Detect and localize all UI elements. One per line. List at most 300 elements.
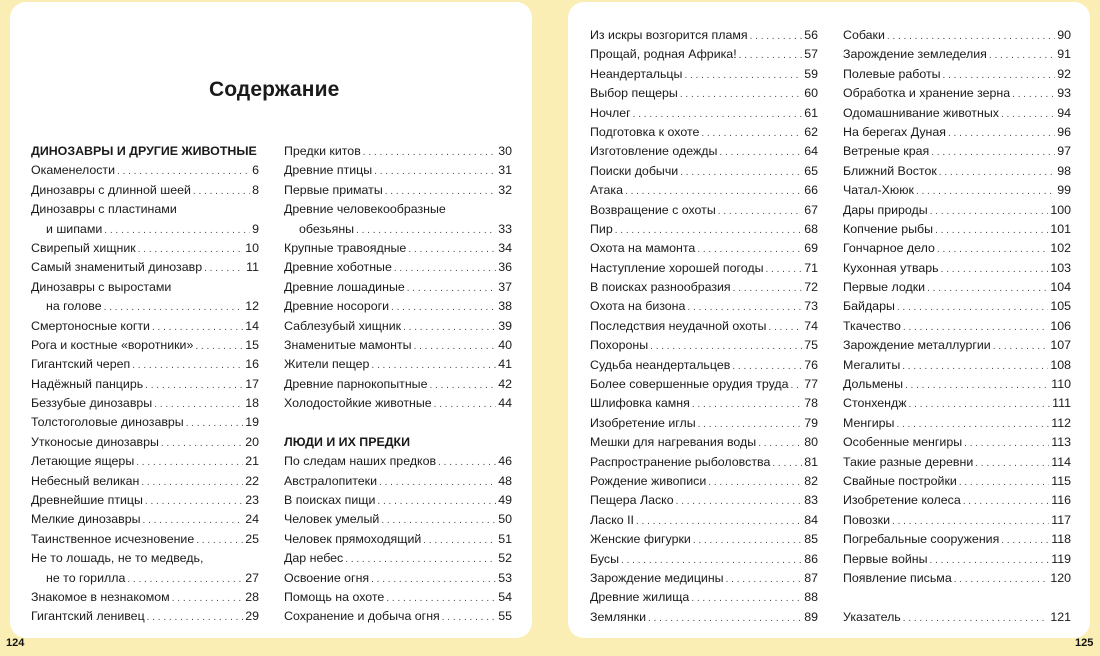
toc-entry [590,45,818,64]
toc-entry-page: 11 [246,260,259,275]
dot-leader [903,318,1048,337]
toc-entry [843,104,1071,123]
toc-entry-page: 22 [245,473,259,488]
toc-entry-page: 85 [804,532,818,547]
dot-leader [896,415,1049,434]
dot-leader [379,473,496,492]
toc-entry-title: Гончарное дело [843,241,935,256]
toc-entry-page: 118 [1051,532,1071,547]
dot-leader [930,202,1049,221]
dot-leader [916,182,1055,201]
dot-leader [697,240,802,259]
toc-entry [590,104,818,123]
toc-entry [590,297,818,316]
toc-entry-page: 51 [498,531,512,546]
toc-entry-title: Человек прямоходящий [284,531,422,546]
dot-leader [186,414,243,433]
toc-entry [590,569,818,588]
dot-leader [434,395,497,414]
toc-entry [590,530,818,549]
toc-entry-page: 66 [804,183,818,198]
dot-leader [993,337,1049,356]
toc-column-4 [843,26,1071,627]
toc-entry-title: Дольмены [843,377,903,392]
toc-entry [31,200,259,219]
dot-leader [892,512,1049,531]
dot-leader [204,259,244,278]
toc-entry-title: Зарождение земледелия [843,47,987,62]
toc-entry-page: 31 [498,163,512,178]
toc-entry-page: 44 [498,396,512,411]
dot-leader [625,182,802,201]
toc-entry-title: Саблезубый хищник [284,318,402,333]
toc-column-2 [284,142,512,627]
dot-leader [408,240,496,259]
toc-entry [284,375,512,394]
toc-entry-page: 102 [1050,241,1071,256]
toc-entry-title: Погребальные сооружения [843,532,1000,547]
toc-entry [31,297,259,316]
toc-entry [843,239,1071,258]
toc-entry-title: Изобретение колеса [843,493,961,508]
toc-entry-title: Выбор пещеры [590,86,678,101]
toc-entry-title: Беззубые динозавры [31,396,153,411]
toc-entry-title: Холодостойкие животные [284,396,432,411]
toc-entry-title: Знакомое в незнакомом [31,589,170,604]
toc-entry [843,550,1071,569]
toc-entry [843,317,1071,336]
dot-leader [698,415,803,434]
toc-entry [843,278,1071,297]
toc-entry [590,26,818,45]
section-heading-label: ДИНОЗАВРЫ И ДРУГИЕ ЖИВОТНЫЕ [31,144,257,158]
dot-leader [676,492,803,511]
toc-entry [284,510,512,529]
dot-leader [708,473,802,492]
toc-entry-page: 60 [804,86,818,101]
dot-leader [345,550,496,569]
dot-leader [772,454,802,473]
toc-entry [843,608,1071,627]
toc-entry-title: Шлифовка камня [590,396,690,411]
toc-entry-page: 101 [1050,221,1071,236]
toc-entry-title: Мегалиты [843,357,901,372]
toc-entry [31,336,259,355]
dot-leader [726,570,803,589]
dot-leader [615,221,802,240]
toc-entry-title: обезьяны [299,221,355,236]
toc-entry [284,258,512,277]
toc-entry-page: 34 [498,240,512,255]
dot-leader [680,163,802,182]
dot-leader [693,531,802,550]
toc-entry-title: Копчение рыбы [843,221,934,236]
toc-entry [31,278,259,297]
dot-leader [161,434,243,453]
toc-entry-title: По следам наших предков [284,454,437,469]
spacer [284,413,512,432]
toc-entry-title: Надёжный панцирь [31,376,144,391]
toc-entry-page: 27 [245,570,259,585]
toc-entry [590,65,818,84]
toc-entry-title: Полевые работы [843,66,941,81]
toc-entry-page: 18 [245,396,259,411]
dot-leader [905,376,1049,395]
toc-entry-page: 40 [498,337,512,352]
toc-entry [843,414,1071,433]
toc-entry [843,259,1071,278]
dot-leader [930,551,1050,570]
dot-leader [391,298,496,317]
dot-leader [371,356,496,375]
dot-leader [172,589,244,608]
toc-entry-page: 114 [1051,454,1071,469]
dot-leader [963,492,1050,511]
toc-entry-title: Древнейшие птицы [31,493,143,508]
toc-entry-page: 78 [804,396,818,411]
toc-entry-page: 104 [1050,280,1071,295]
toc-entry-title: Поиски добычи [590,163,679,178]
dot-leader [633,105,803,124]
toc-entry-page: 92 [1057,66,1071,81]
dot-leader [937,240,1048,259]
toc-entry-page: 64 [804,144,818,159]
toc-entry [590,201,818,220]
toc-entry-title: Из искры возгорится пламя [590,28,748,42]
toc-entry [590,375,818,394]
toc-entry [843,569,1071,588]
toc-entry [843,45,1071,64]
dot-leader [386,589,496,608]
toc-entry [590,239,818,258]
toc-entry-title: Мелкие динозавры [31,512,141,527]
toc-entry [31,220,259,239]
toc-entry-title: Собаки [843,28,885,42]
toc-entry-page: 67 [804,202,818,217]
toc-entry [843,336,1071,355]
toc-entry [590,123,818,142]
toc-entry-title: Прощай, родная Африка! [590,47,737,62]
toc-entry [590,142,818,161]
dot-leader [935,221,1048,240]
dot-leader [363,143,496,162]
toc-entry-page: 12 [245,299,259,314]
toc-entry-page: 32 [498,182,512,197]
toc-entry-title: Ветреные края [843,144,930,159]
toc-entry [284,142,512,161]
toc-entry [284,588,512,607]
toc-entry-page: 119 [1051,551,1071,566]
dot-leader [927,279,1048,298]
toc-entry-page: 71 [804,260,818,275]
toc-entry-page: 87 [804,570,818,585]
dot-leader [429,376,496,395]
toc-entry-title: Чатал-Хююк [843,183,914,198]
dot-leader [154,395,243,414]
toc-entry-title: Последствия неудачной охоты [590,318,767,333]
toc-entry-page: 120 [1050,570,1071,585]
toc-entry [843,123,1071,142]
dot-leader [768,318,802,337]
toc-entry-page: 28 [245,589,259,604]
toc-entry [843,375,1071,394]
toc-entry-title: Изобретение иглы [590,415,696,430]
toc-entry-title: Человек умелый [284,512,380,527]
dot-leader [766,260,803,279]
dot-leader [104,298,244,317]
toc-entry-title: Таинственное исчезновение [31,531,195,546]
toc-entry-title: Ночлег [590,105,631,120]
toc-entry [843,65,1071,84]
toc-entry-page: 76 [804,357,818,372]
toc-entry [590,162,818,181]
dot-leader [356,221,496,240]
toc-entry [843,433,1071,452]
dot-leader [136,453,243,472]
toc-entry [31,588,259,607]
toc-entry [284,220,512,239]
toc-entry [590,317,818,336]
toc-entry [31,239,259,258]
toc-entry-page: 73 [804,299,818,314]
toc-entry-title: Свирепый хищник [31,240,136,255]
toc-entry-title: Менгиры [843,415,895,430]
toc-entry-page: 115 [1051,473,1071,488]
toc-entry-page: 113 [1051,435,1071,450]
dot-leader [692,395,802,414]
toc-entry [843,356,1071,375]
toc-entry-page: 46 [498,454,512,469]
toc-entry [590,511,818,530]
toc-entry-page: 82 [804,473,818,488]
toc-entry [284,317,512,336]
toc-entry-page: 75 [804,338,818,353]
dot-leader [684,66,802,85]
toc-entry-title: Австралопитеки [284,473,378,488]
toc-entry-page: 41 [498,357,512,372]
toc-entry [284,607,512,626]
toc-entry-title: Свайные постройки [843,473,957,488]
toc-entry-title: В поисках пищи [284,493,376,508]
dot-leader [680,85,802,104]
toc-entry-title: Женские фигурки [590,532,691,547]
spacer [843,588,1071,607]
toc-entry [843,530,1071,549]
dot-leader [989,46,1055,65]
toc-entry-page: 77 [804,377,818,392]
toc-entry-page: 105 [1050,299,1071,314]
dot-leader [909,395,1051,414]
toc-entry [284,569,512,588]
toc-entry-title: Похороны [590,338,649,353]
toc-entry-title: Бусы [590,551,620,566]
toc-entry [31,607,259,626]
toc-entry-title: Ткачество [843,318,901,333]
dot-leader [636,512,802,531]
toc-entry-title: Зарождение медицины [590,570,724,585]
toc-entry-page: 55 [498,609,512,624]
dot-leader [152,318,243,337]
toc-entry [843,394,1071,413]
dot-leader [941,260,1049,279]
toc-entry [284,161,512,180]
toc-entry-page: 65 [804,163,818,178]
toc-entry-title: Древние носороги [284,299,390,314]
dot-leader [621,551,802,570]
toc-entry-page: 23 [245,493,259,508]
toc-entry-page: 54 [498,589,512,604]
toc-entry-title: Судьба неандертальцев [590,357,731,372]
toc-entry-page: 36 [498,260,512,275]
toc-entry-title: на голове [46,299,102,314]
toc-entry [590,433,818,452]
dot-leader [438,453,496,472]
dot-leader [650,337,802,356]
toc-entry [31,530,259,549]
toc-entry [31,181,259,200]
toc-entry-title: Охота на мамонта [590,241,696,256]
toc-entry-page: 68 [804,221,818,236]
dot-leader [381,511,496,530]
dot-leader [104,221,250,240]
toc-entry-title: Динозавры с длинной шеей [31,182,191,197]
toc-entry [590,356,818,375]
toc-entry [590,550,818,569]
toc-entry-title: Гигантский череп [31,357,131,372]
toc-entry-title: Ближний Восток [843,163,937,178]
dot-leader [701,124,802,143]
toc-entry-page: 103 [1050,260,1071,275]
toc-entry-page: 37 [498,279,512,294]
toc-entry-page: 79 [804,415,818,430]
dot-leader [887,27,1055,46]
toc-entry [843,201,1071,220]
toc-entry [31,452,259,471]
dot-leader [145,376,243,395]
dot-leader [931,143,1055,162]
toc-entry [31,413,259,432]
toc-entry [284,181,512,200]
toc-entry [843,26,1071,45]
page-number-left: 124 [6,637,25,649]
toc-entry-page: 15 [245,337,259,352]
toc-entry [590,394,818,413]
toc-entry-title: Наступление хорошей погоды [590,260,764,275]
toc-entry-page: 6 [252,163,259,178]
toc-entry-page: 97 [1057,144,1071,159]
toc-entry-page: 8 [252,182,259,197]
toc-entry [843,162,1071,181]
toc-entry-title: Рождение живописи [590,473,707,488]
toc-entry [31,375,259,394]
toc-entry-title: Утконосые динозавры [31,434,159,449]
toc-entry-title: Смертоносные когти [31,318,150,333]
toc-entry-title: Окаменелости [31,163,116,178]
toc-entry-title: Ласко II [590,512,634,527]
toc-entry [284,278,512,297]
dot-leader [790,376,802,395]
toc-entry-title: Атака [590,183,624,198]
toc-entry [284,297,512,316]
toc-entry-page: 116 [1051,493,1071,508]
toc-entry [31,491,259,510]
toc-entry-page: 59 [804,66,818,81]
toc-entry [590,259,818,278]
toc-entry-page: 110 [1051,377,1071,392]
toc-entry-page: 14 [245,318,259,333]
dot-leader [394,259,496,278]
toc-entry-title: Такие разные деревни [843,454,974,469]
toc-entry-title: Подготовка к охоте [590,124,700,139]
dot-leader [127,570,243,589]
dot-leader [374,162,496,181]
toc-entry-page: 9 [252,221,259,236]
toc-entry-page: 98 [1057,163,1071,178]
toc-entry-title: Более совершенные орудия труда [590,377,789,392]
toc-entry-title: Охота на бизона [590,299,686,314]
toc-entry-title: Возвращение с охоты [590,202,716,217]
toc-entry [843,297,1071,316]
toc-entry [31,258,259,277]
toc-entry-page: 100 [1050,202,1071,217]
toc-entry [843,511,1071,530]
toc-entry-title: В поисках разнообразия [590,280,731,295]
toc-entry [284,452,512,471]
toc-entry-title: Первые лодки [843,280,926,295]
toc-entry-title: Первые приматы [284,182,383,197]
dot-leader [758,434,802,453]
toc-entry-page: 30 [498,144,512,158]
toc-entry-title: Знаменитые мамонты [284,337,412,352]
toc-entry-page: 80 [804,435,818,450]
toc-entry-title: Изготовление одежды [590,144,718,159]
toc-entry-page: 29 [245,609,259,624]
dot-leader [691,589,802,608]
dot-leader [732,357,802,376]
dot-leader [903,609,1049,628]
toc-entry [843,142,1071,161]
toc-entry-page: 74 [804,318,818,333]
toc-entry [31,433,259,452]
toc-entry [31,569,259,588]
toc-entry [843,220,1071,239]
dot-leader [959,473,1049,492]
toc-entry-page: 83 [804,493,818,508]
dot-leader [975,454,1049,473]
dot-leader [193,182,250,201]
toc-entry-title: Повозки [843,512,891,527]
toc-entry-page: 107 [1050,338,1071,353]
dot-leader [718,202,802,221]
toc-entry-page: 106 [1050,318,1071,333]
toc-entry-title: Землянки [590,609,647,624]
toc-entry [590,608,818,627]
toc-entry [284,472,512,491]
toc-entry [843,472,1071,491]
toc-entry-title: Древние жилища [590,590,690,605]
dot-leader [117,162,250,181]
toc-entry-page: 93 [1057,86,1071,101]
toc-entry-title: Гигантский ленивец [31,609,145,624]
toc-entry [31,394,259,413]
toc-entry-title: Дар небес [284,551,344,566]
toc-entry-title: Указатель [843,609,901,624]
toc-entry-page: 21 [245,454,259,469]
toc-entry-page: 24 [245,512,259,527]
toc-entry-title: Пещера Ласко [590,493,674,508]
toc-entry-title: Динозавры с выростами [31,279,172,294]
page-number-right: 125 [1075,637,1094,649]
